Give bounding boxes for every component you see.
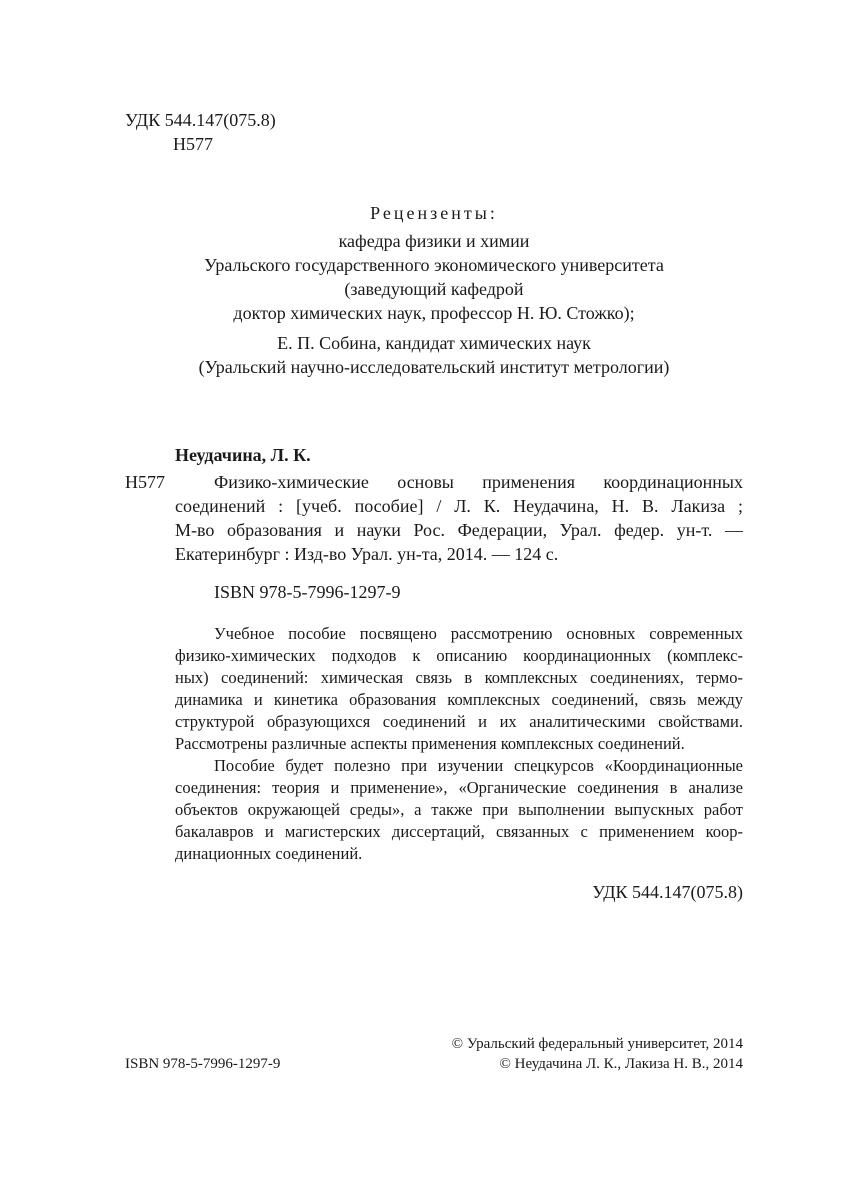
bib-author: Неудачина, Л. К. xyxy=(175,445,311,465)
copyright-university: © Уральский федеральный университет, 2014 xyxy=(451,1036,743,1052)
reviewers-group-1 xyxy=(0,229,857,325)
abstract-line: бакалавров и магистерских диссертаций, связанных с применением коор- xyxy=(175,822,743,841)
bib-line: Физико-химические основы применения координационных xyxy=(214,472,743,492)
reviewer-line: кафедра физики и химии xyxy=(338,231,530,251)
abstract-line: Рассмотрены различные аспекты применения комплексных соединений. xyxy=(175,734,685,753)
abstract-line: Учебное пособие посвящено рассмотрению основных современных xyxy=(214,624,743,643)
abstract-line: физико-химических подходов к описанию координационных (комплекс- xyxy=(175,646,743,665)
abstract-line: объектов окружающей среды», а также при выполнении выпускных работ xyxy=(175,800,743,819)
abstract-line: ных) соединений: химическая связь в комплексных соединениях, термо- xyxy=(175,668,743,687)
reviewers-heading: Рецензенты: xyxy=(370,203,498,223)
udk-code: УДК 544.147(075.8) xyxy=(125,110,276,130)
bib-line: Екатеринбург : Изд-во Урал. ун-та, 2014. — 124 с. xyxy=(175,544,559,564)
abstract-line: динамика и кинетика образования комплексных соединений, связь между xyxy=(175,690,743,709)
copyright-authors: © Неудачина Л. К., Лакиза Н. В., 2014 xyxy=(499,1056,743,1072)
footer-isbn: ISBN 978-5-7996-1297-9 xyxy=(125,1056,281,1072)
abstract-paragraph-2 xyxy=(175,755,743,865)
reviewer-line: (заведующий кафедрой xyxy=(344,279,524,299)
abstract-udk: УДК 544.147(075.8) xyxy=(592,882,743,902)
abstract-paragraph-1 xyxy=(175,623,743,755)
abstract-line: структурой образующихся соединений и их аналитическими свойствами. xyxy=(175,712,743,731)
bib-line: М-во образования и науки Рос. Федерации, Урал. федер. ун-т. — xyxy=(175,520,743,540)
bib-isbn: ISBN 978-5-7996-1297-9 xyxy=(214,582,401,602)
abstract-line: соединения: теория и применение», «Органические соединения в анализе xyxy=(175,778,743,797)
reviewer-line: доктор химических наук, профессор Н. Ю. Стожко); xyxy=(233,303,635,323)
reviewer-line: Е. П. Собина, кандидат химических наук xyxy=(277,333,591,353)
reviewer-line: Уральского государственного экономического университета xyxy=(204,255,664,275)
author-mark: Н577 xyxy=(173,134,213,154)
bib-mark: Н577 xyxy=(125,472,165,492)
bib-line: соединений : [учеб. пособие] / Л. К. Неудачина, Н. В. Лакиза ; xyxy=(175,496,743,516)
abstract-line: динационных соединений. xyxy=(175,844,363,863)
reviewer-line: (Уральский научно-исследовательский институт метрологии) xyxy=(198,357,670,377)
abstract-line: Пособие будет полезно при изучении спецкурсов «Координационные xyxy=(214,756,743,775)
bib-description xyxy=(175,470,743,566)
reviewers-group-2 xyxy=(0,331,857,379)
